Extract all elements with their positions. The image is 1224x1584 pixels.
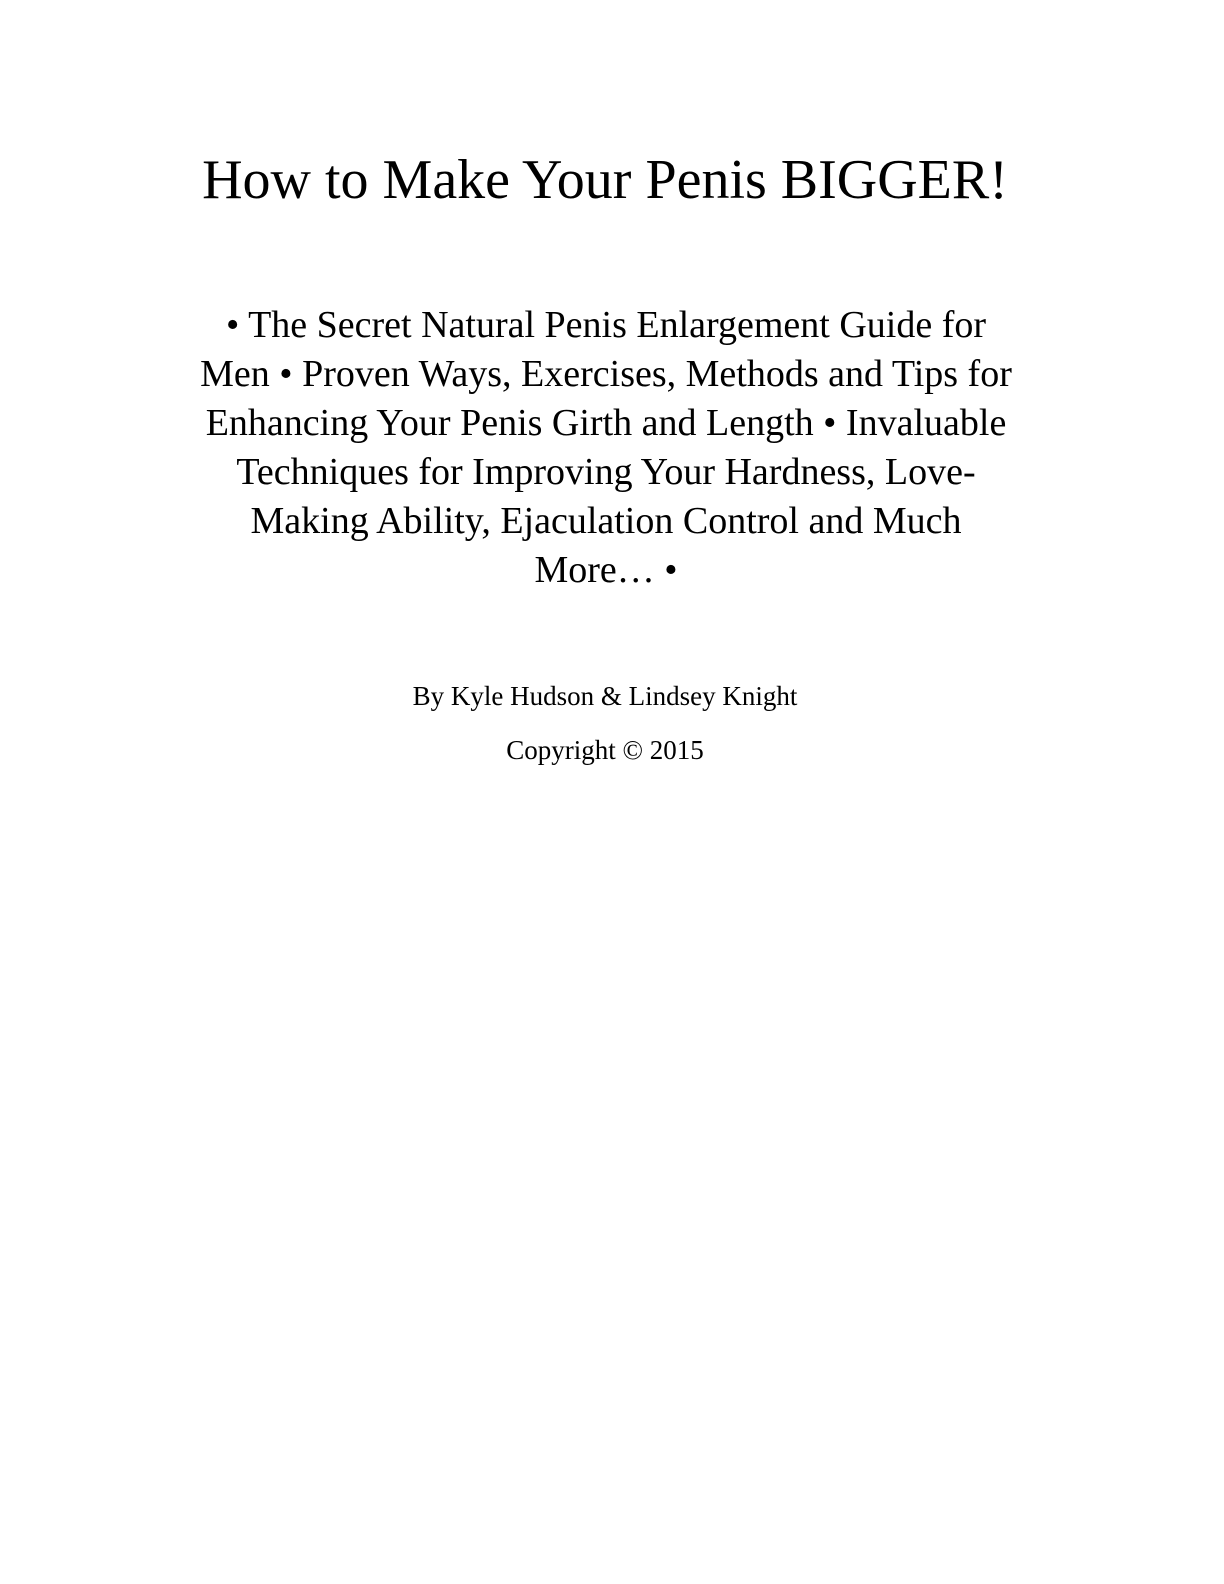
document-title: How to Make Your Penis BIGGER!	[202, 149, 1008, 211]
subtitle-line: Making Ability, Ejaculation Control and Much	[250, 500, 962, 542]
subtitle-line: • The Secret Natural Penis Enlargement Guide for	[225, 304, 987, 346]
subtitle-line: Techniques for Improving Your Hardness, Love-	[236, 451, 976, 493]
subtitle-line: More… •	[534, 549, 678, 591]
subtitle-line: Men • Proven Ways, Exercises, Methods and Tips for	[200, 353, 1012, 395]
author-byline: By Kyle Hudson & Lindsey Knight	[412, 681, 798, 711]
document-subtitle	[150, 301, 1062, 595]
subtitle-line: Enhancing Your Penis Girth and Length • Invaluable	[205, 402, 1007, 444]
copyright-notice: Copyright © 2015	[506, 735, 704, 765]
